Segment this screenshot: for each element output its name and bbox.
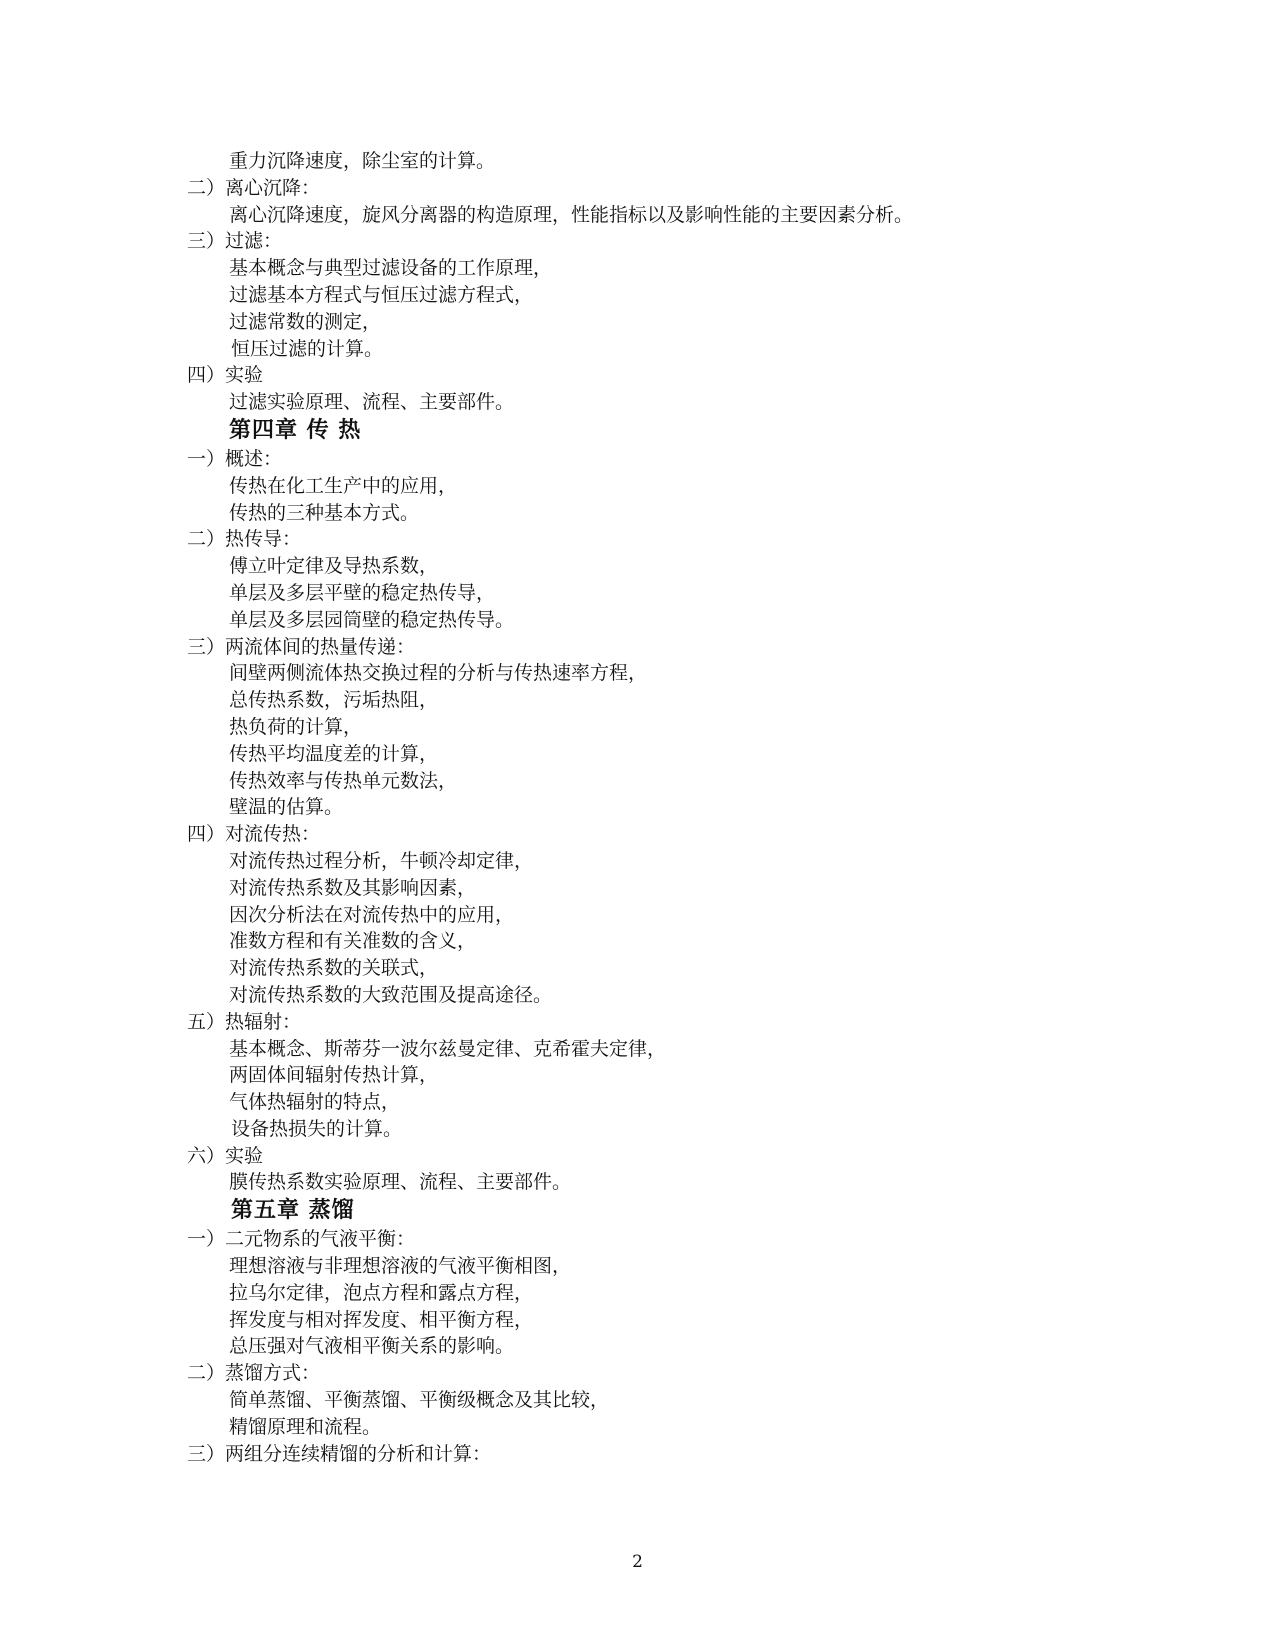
section-heading: 一）二元物系的气液平衡： (187, 1228, 416, 1251)
page-number: 2 (632, 1552, 643, 1572)
outline-item: 过滤常数的测定， (229, 310, 382, 333)
outline-item: 离心沉降速度，旋风分离器的构造原理，性能指标以及影响性能的主要因素分析。 (229, 203, 914, 226)
outline-item: 传热平均温度差的计算， (229, 742, 439, 765)
section-heading: 五）热辐射： (187, 1010, 302, 1033)
outline-item: 对流传热系数的大致范围及提高途径。 (229, 983, 553, 1006)
outline-item: 因次分析法在对流传热中的应用， (229, 903, 515, 926)
outline-item: 对流传热系数的关联式， (229, 957, 439, 980)
outline-item: 傅立叶定律及导热系数， (229, 555, 439, 578)
outline-item: 拉乌尔定律，泡点方程和露点方程， (229, 1281, 534, 1304)
outline-item: 传热在化工生产中的应用， (229, 474, 458, 497)
chapter-heading: 第四章 传 热 (229, 417, 362, 443)
outline-item: 基本概念、斯蒂芬一波尔兹曼定律、克希霍夫定律， (229, 1037, 667, 1060)
section-heading: 六）实验 (187, 1144, 264, 1167)
outline-item: 气体热辐射的特点， (229, 1091, 401, 1114)
outline-item: 设备热损失的计算。 (231, 1117, 403, 1140)
outline-item: 热负荷的计算， (229, 715, 363, 738)
outline-item: 两固体间辐射传热计算， (229, 1064, 439, 1087)
outline-item: 总压强对气液相平衡关系的影响。 (229, 1335, 515, 1358)
outline-item: 传热的三种基本方式。 (229, 501, 420, 524)
outline-item: 总传热系数，污垢热阻， (229, 689, 439, 712)
outline-item: 重力沉降速度，除尘室的计算。 (229, 150, 496, 172)
outline-item: 精馏原理和流程。 (229, 1415, 382, 1438)
section-heading: 四）对流传热： (187, 823, 321, 846)
outline-body (187, 148, 1087, 1467)
outline-item: 过滤基本方程式与恒压过滤方程式， (229, 283, 534, 306)
outline-item: 基本概念与典型过滤设备的工作原理， (229, 257, 553, 280)
outline-item: 理想溶液与非理想溶液的气液平衡相图， (229, 1255, 572, 1278)
section-heading: 四）实验 (187, 364, 264, 387)
section-heading: 三）两组分连续精馏的分析和计算： (187, 1442, 492, 1465)
section-heading: 二）蒸馏方式： (187, 1362, 321, 1385)
outline-item: 对流传热系数及其影响因素， (229, 876, 477, 899)
section-heading: 三）两流体间的热量传递： (187, 635, 416, 658)
section-heading: 三）过滤： (187, 230, 283, 253)
outline-item: 单层及多层园筒壁的稳定热传导。 (229, 608, 515, 631)
chapter-heading: 第五章 蒸馏 (231, 1198, 355, 1224)
outline-item: 膜传热系数实验原理、流程、主要部件。 (229, 1171, 572, 1194)
outline-item: 壁温的估算。 (229, 796, 344, 819)
outline-item: 对流传热过程分析，牛顿冷却定律， (229, 849, 534, 872)
outline-item: 挥发度与相对挥发度、相平衡方程， (229, 1308, 534, 1331)
section-heading: 二）离心沉降： (187, 176, 321, 199)
outline-item: 间壁两侧流体热交换过程的分析与传热速率方程， (229, 662, 648, 685)
outline-item: 简单蒸馏、平衡蒸馏、平衡级概念及其比较， (229, 1389, 610, 1412)
outline-item: 准数方程和有关准数的含义， (229, 930, 477, 953)
section-heading: 一）概述： (187, 447, 283, 470)
outline-item: 过滤实验原理、流程、主要部件。 (229, 391, 515, 414)
outline-item: 恒压过滤的计算。 (231, 337, 384, 360)
section-heading: 二）热传导： (187, 528, 302, 551)
outline-item: 单层及多层平壁的稳定热传导， (229, 581, 496, 604)
outline-item: 传热效率与传热单元数法， (229, 769, 458, 792)
